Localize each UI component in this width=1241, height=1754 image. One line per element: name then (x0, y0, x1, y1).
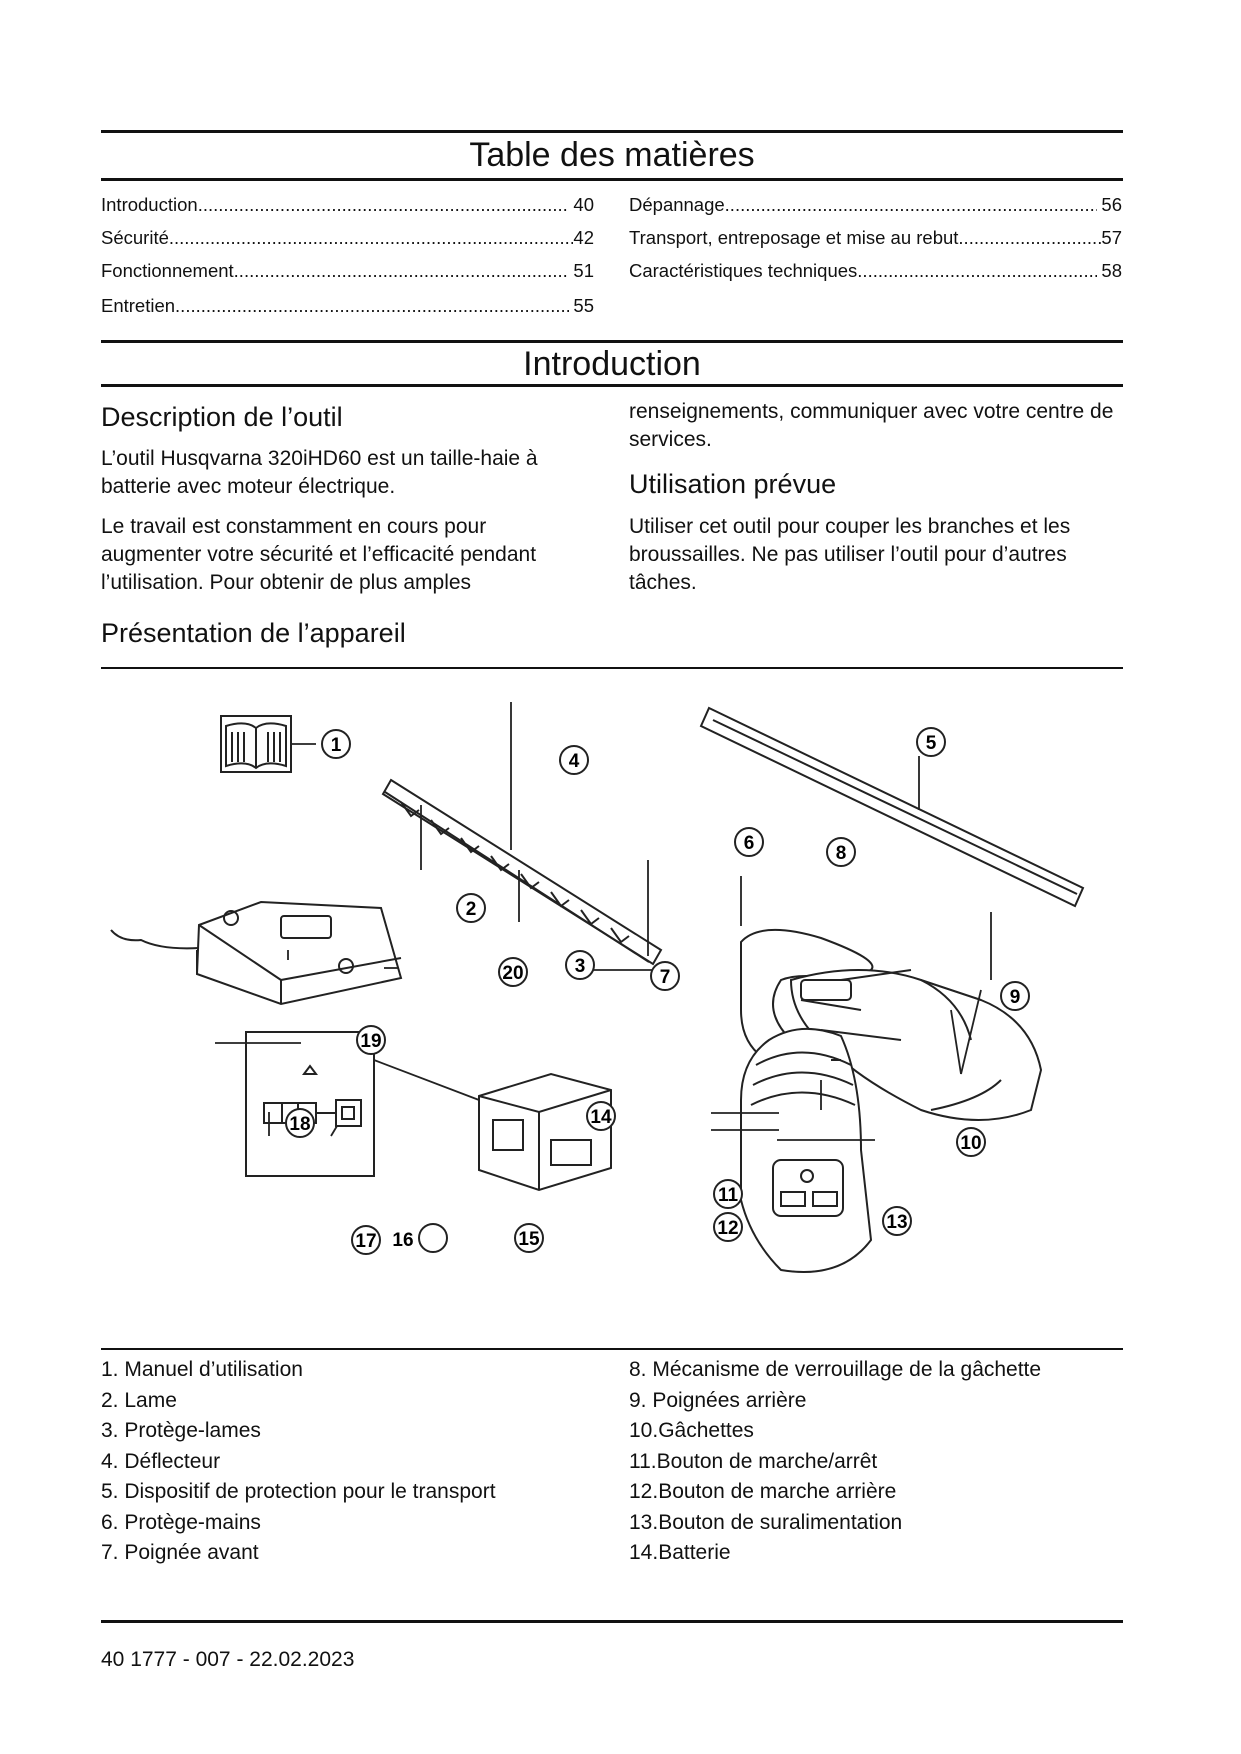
callout-16 (392, 1224, 447, 1252)
legend-item: 10.Gâchettes (629, 1419, 754, 1442)
toc-entry-page: 40 (573, 194, 594, 215)
divider (101, 178, 1123, 181)
toc-entry-page: 58 (1101, 260, 1122, 281)
toc-entry-entretien[interactable] (101, 295, 594, 317)
legend-item: 8. Mécanisme de verrouillage de la gâchette (629, 1358, 1042, 1381)
callout-6 (735, 828, 763, 856)
svg-text:10: 10 (960, 1133, 982, 1154)
toc-entry-fonctionnement[interactable] (101, 260, 594, 282)
toc-entry-label: Entretien (101, 295, 176, 316)
svg-text:18: 18 (289, 1114, 311, 1135)
svg-text:8: 8 (835, 843, 847, 864)
callout-1 (322, 730, 350, 758)
legend-right (629, 1355, 1041, 1569)
callout-12 (714, 1213, 742, 1241)
blade (383, 780, 661, 964)
svg-text:7: 7 (659, 967, 671, 988)
callout-4 (560, 746, 588, 774)
legend-item: 3. Protège-lames (101, 1419, 261, 1442)
toc-entry-label: Fonctionnement (101, 260, 234, 281)
callout-9 (1001, 982, 1029, 1010)
toc-entry-transport[interactable] (629, 227, 1122, 249)
book-icon (221, 716, 291, 772)
callout-15 (515, 1224, 543, 1252)
svg-text:11: 11 (717, 1185, 739, 1206)
toc-entry-page: 55 (573, 295, 594, 316)
divider (101, 340, 1123, 343)
toc-entry-label: Caractéristiques techniques (629, 260, 858, 281)
callout-8 (827, 838, 855, 866)
svg-text:16: 16 (392, 1230, 414, 1251)
callout-14 (587, 1102, 615, 1130)
svg-text:14: 14 (590, 1107, 612, 1128)
legend-item: 2. Lame (101, 1388, 177, 1412)
legend-item: 11.Bouton de marche/arrêt (629, 1449, 878, 1473)
toc-entry-caracteristiques[interactable] (629, 260, 1122, 282)
callout-11 (714, 1180, 742, 1208)
callout-7 (651, 962, 679, 990)
divider (101, 1348, 1123, 1350)
toc-entry-securite[interactable] (101, 227, 594, 249)
svg-text:5: 5 (925, 733, 937, 754)
divider (101, 384, 1123, 387)
svg-text:12: 12 (717, 1218, 739, 1239)
control-panel (741, 1029, 871, 1272)
toc-title: Table des matières (469, 136, 755, 174)
svg-text:15: 15 (518, 1229, 540, 1250)
toc-entry-depannage[interactable] (629, 194, 1122, 216)
svg-text:20: 20 (502, 963, 524, 984)
toc-entry-label: Introduction (101, 194, 198, 215)
toc-entry-label: Transport, entreposage et mise au rebut (629, 227, 959, 248)
usage-paragraph: Utiliser cet outil pour couper les branches et les broussailles. Ne pas utiliser l’outil pour d’autres tâches. (629, 515, 1071, 594)
key-detail (246, 1032, 374, 1176)
callout-10 (957, 1128, 985, 1156)
svg-text:19: 19 (360, 1031, 382, 1052)
svg-text:13: 13 (886, 1212, 908, 1233)
toc-entry-page: 57 (1101, 227, 1122, 248)
toc-entry-page: 42 (573, 227, 594, 248)
svg-text:4: 4 (568, 751, 580, 772)
overview-heading: Présentation de l’appareil (101, 618, 406, 648)
callout-18 (286, 1109, 314, 1137)
svg-text:2: 2 (465, 899, 477, 920)
device-overview-figure (101, 680, 1123, 1320)
legend-item: 5. Dispositif de protection pour le transport (101, 1480, 496, 1503)
transport-guard (701, 708, 1083, 906)
divider (101, 667, 1123, 669)
toc-entry-introduction[interactable] (101, 194, 594, 216)
legend-left (101, 1355, 496, 1569)
description-heading: Description de l’outil (101, 402, 343, 432)
usage-heading: Utilisation prévue (629, 469, 837, 499)
divider (101, 130, 1123, 133)
description-paragraph-1: L’outil Husqvarna 320iHD60 est un taille-haie à batterie avec moteur électrique. (101, 447, 538, 498)
legend-item: 1. Manuel d’utilisation (101, 1358, 303, 1381)
callout-13 (883, 1207, 911, 1235)
callout-19 (357, 1026, 385, 1054)
battery (479, 1074, 611, 1190)
section-title-introduction: Introduction (523, 345, 701, 383)
toc-entry-label: Sécurité (101, 227, 169, 248)
callout-5 (917, 728, 945, 756)
legend-item: 13.Bouton de suralimentation (629, 1510, 903, 1534)
toc-entry-page: 51 (573, 260, 594, 281)
legend-item: 12.Bouton de marche arrière (629, 1480, 897, 1503)
legend-item: 7. Poignée avant (101, 1541, 259, 1564)
callout-20 (499, 958, 527, 986)
description-paragraph-2: Le travail est constamment en cours pour augmenter votre sécurité et l’efficacité pendant l’utilisation. Pour obtenir de plus amples (101, 515, 537, 594)
svg-text:1: 1 (330, 735, 342, 756)
toc-entry-label: Dépannage (629, 194, 725, 215)
legend-item: 9. Poignées arrière (629, 1388, 807, 1412)
divider (101, 1620, 1123, 1623)
svg-text:17: 17 (355, 1231, 377, 1252)
svg-text:3: 3 (574, 956, 586, 977)
legend-item: 4. Déflecteur (101, 1449, 221, 1473)
callout-17 (352, 1226, 380, 1254)
charger (111, 902, 401, 1004)
legend-item: 6. Protège-mains (101, 1510, 261, 1534)
description-paragraph-2-continued: renseignements, communiquer avec votre centre de services. (629, 400, 1114, 451)
callout-3 (566, 951, 594, 979)
legend-item: 14.Batterie (629, 1541, 731, 1564)
callout-2 (457, 894, 485, 922)
toc-entry-page: 56 (1101, 194, 1122, 215)
page-footer: 40 1777 - 007 - 22.02.2023 (101, 1648, 355, 1671)
svg-text:9: 9 (1009, 987, 1021, 1008)
svg-text:6: 6 (743, 833, 755, 854)
